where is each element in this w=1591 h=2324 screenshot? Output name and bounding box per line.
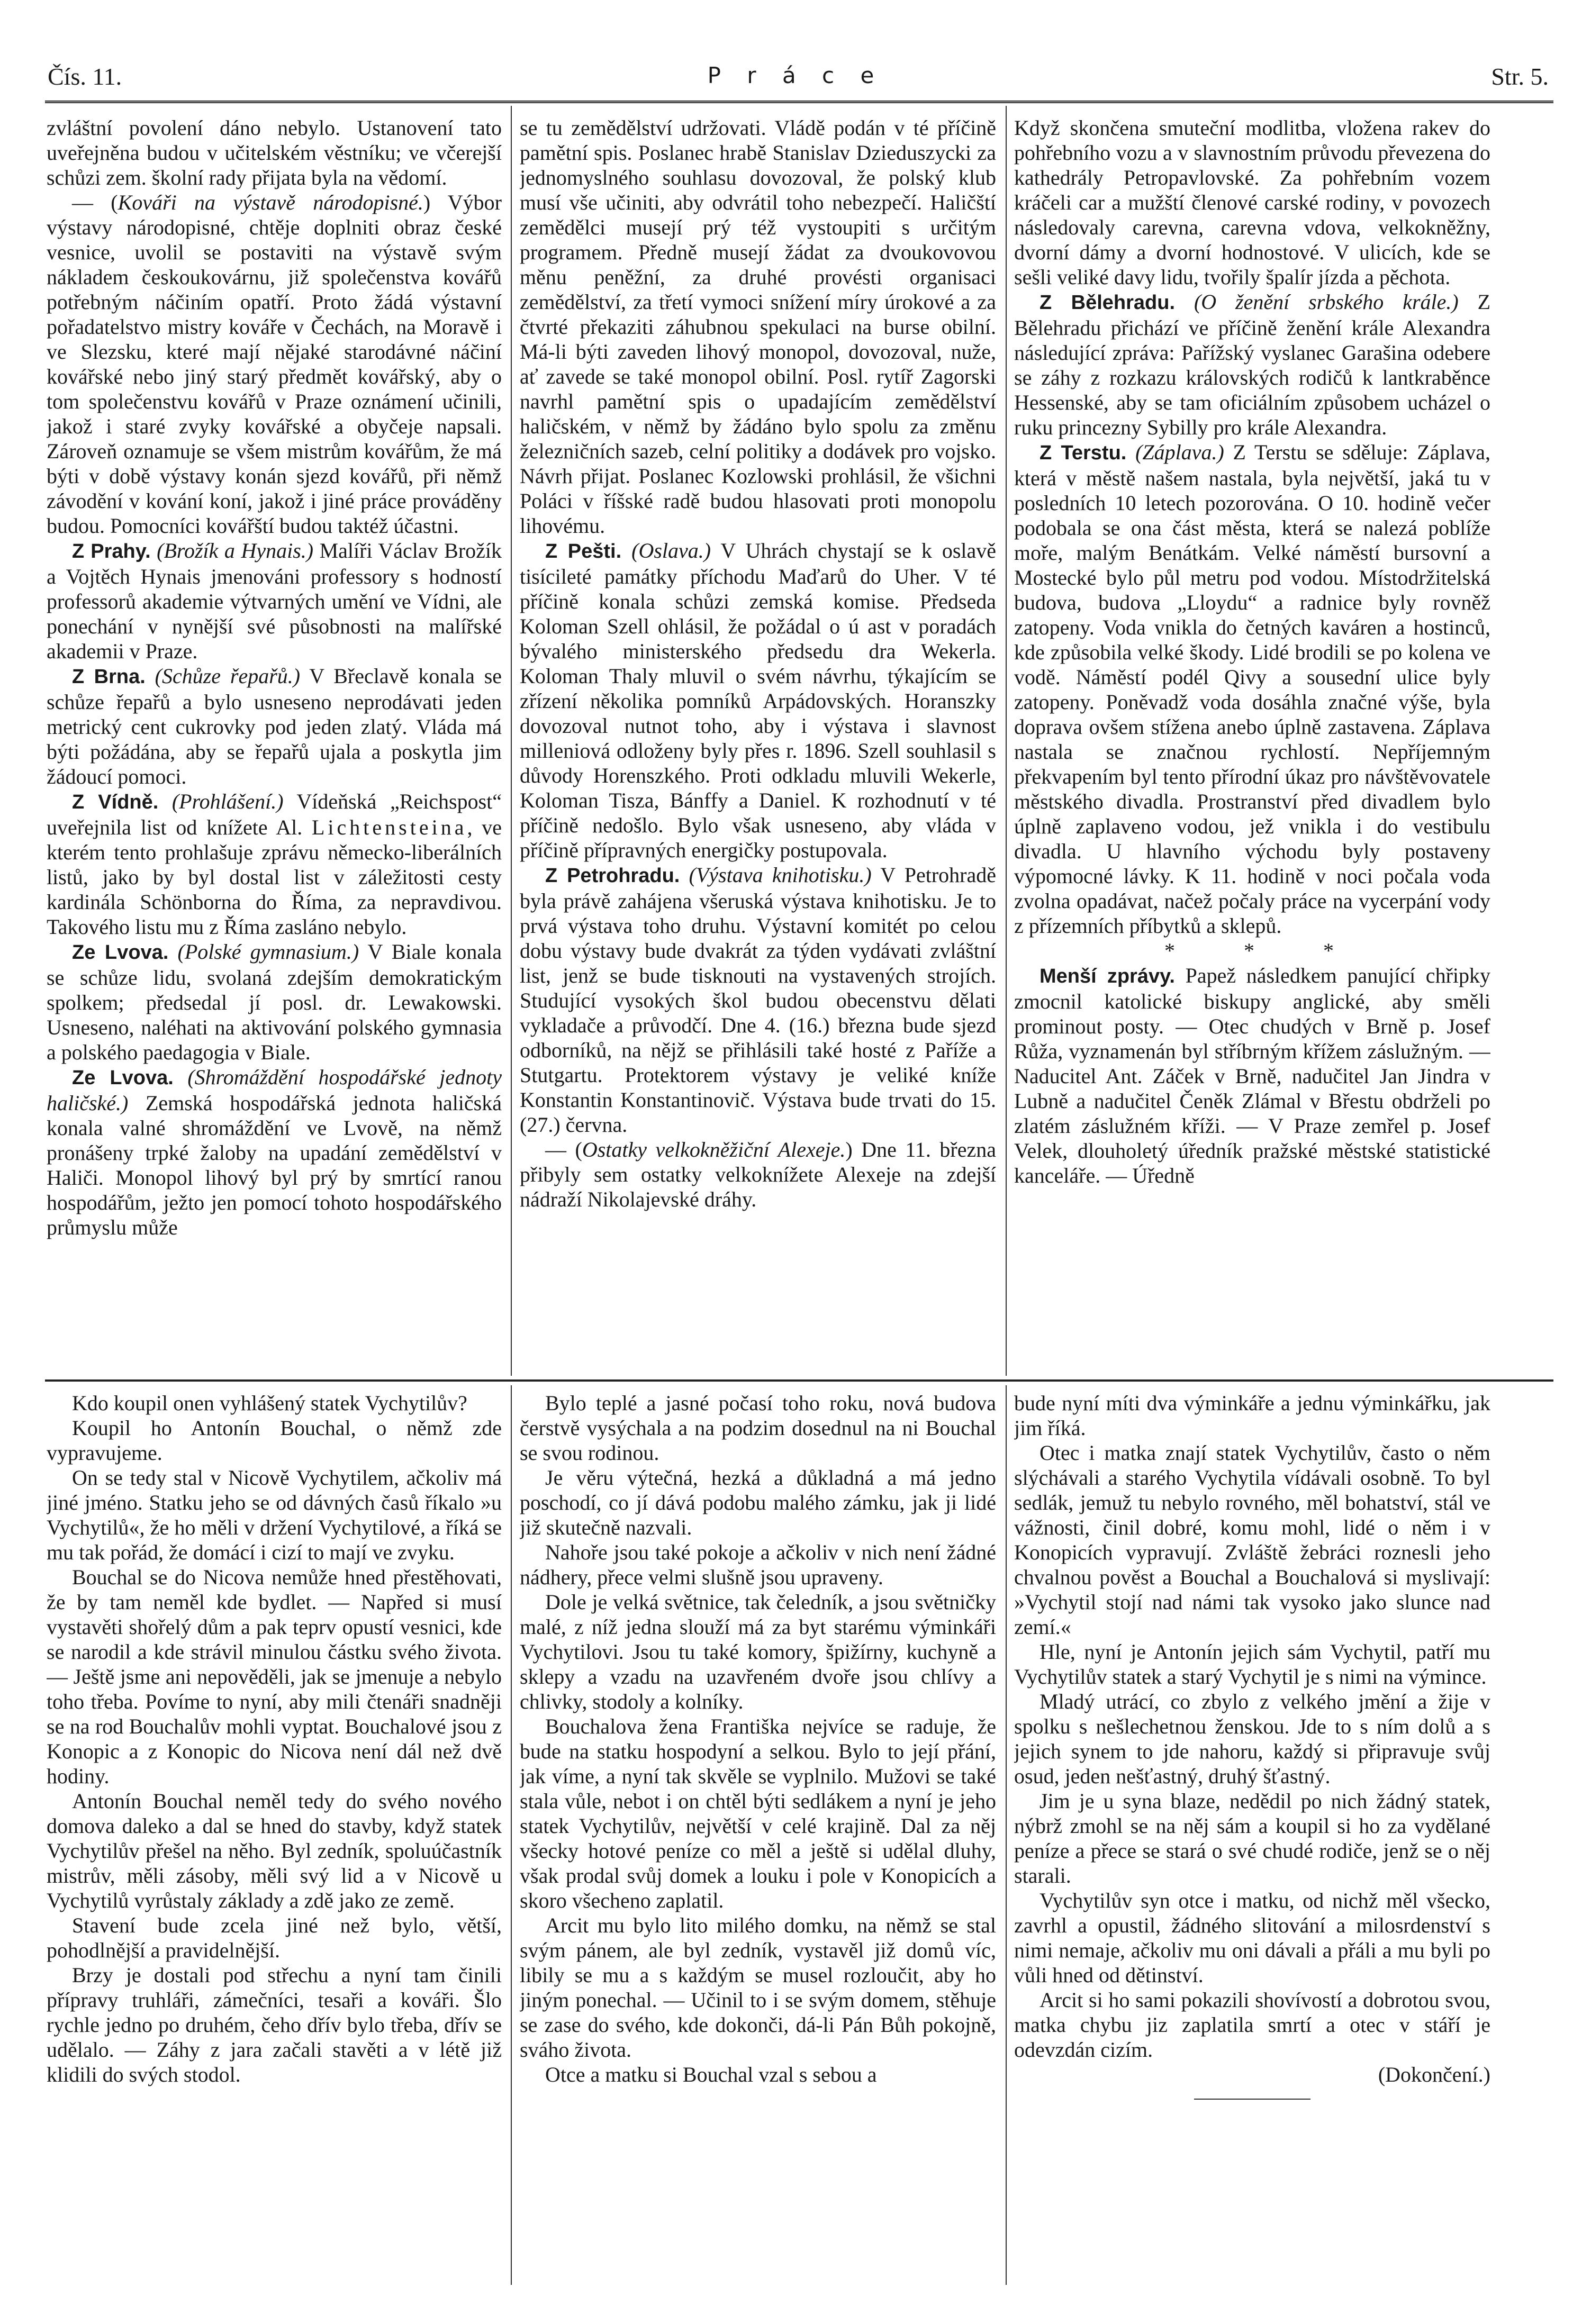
page-number: Str. 5. <box>1491 63 1549 90</box>
story-paragraph: Stavení bude zcela jiné než bylo, větší, pohodlnější a pravidelnější. <box>47 1913 502 1962</box>
story-paragraph: Hle, nyní je Antonín jejich sám Vychytil, patří mu Vychytilův statek a starý Vychytil je s nimi na výmince. <box>1014 1640 1490 1688</box>
newspaper-title: P r á c e <box>707 62 884 88</box>
section-stars: * * * <box>1164 939 1366 963</box>
story-paragraph: Koupil ho Antonín Bouchal, o němž zde vypravujeme. <box>47 1416 502 1465</box>
story-paragraph: Bouchal se do Nicova nemůže hned přestěhovati, že by tam neměl kde bydlet. — Napřed si musí vystavěti shořelý dům a pak teprv opustí vesnici, kde se narodil a kde strávil minulou částku svého života. — Ještě jsme ani nepověděli, jak se jmenuje a nebylo toho třeba. Povíme to nyní, aby mili čtenáři snadněji se na rod Bouchalův mohli vyptat. Bouchalové jsou z Konopic a z Konopic do Nicova není dál než dvě hodiny. <box>47 1565 502 1788</box>
story-paragraph: Nahoře jsou také pokoje a ačkoliv v nich není žádné nádhery, přece velmi slušně jsou upraveny. <box>520 1540 996 1589</box>
story-paragraph: Dole je velká světnice, tak čeledník, a jsou světničky malé, z níž jedna slouží má za byt starému výminkáři Vychytilovi. Jsou tu také komory, špižírny, kuchyně a sklepy a vzadu na uzavřeném dvoře jsou chlívy a chlivky, stodoly a kolníky. <box>520 1590 996 1713</box>
header-rule <box>45 101 1553 103</box>
news-item-lvova-gymnasium: Ze Lvova. (Polské gymnasium.) V Biale konala se schůze lidu, svolaná zdejším demokratickým spolkem; předsedal jí posl. dr. Lewakowski. Usneseno, naléhati na aktivování polského gymnasia a polského paedagogia v Biale. <box>47 940 502 1064</box>
feuilleton-rule <box>45 1379 1553 1382</box>
story-paragraph: Kdo koupil onen vyhlášený statek Vychytilův? <box>72 1391 467 1415</box>
news-item-ostatky: — (Ostatky velkokněžiční Alexeje.) Dne 11. března přibyly sem ostatky velkoknížete Alexeje na zdejší nádraží Nikolajevské dráhy. <box>520 1138 996 1211</box>
news-item-brna: Z Brna. (Schůze řepařů.) V Břeclavě konala se schůze řepařů a bylo usneseno neprodávati jeden metrický cent cukrovky pod jeden zlatý. Vláda má býti požádána, aby se řepařů ujala a poskytla jim žádoucí pomoci. <box>47 664 502 788</box>
story-paragraph: Bouchalova žena Františka nejvíce se raduje, že bude na statku hospodyní a selkou. Bylo to její přání, jak víme, a nyní tak skvěle se vyplnilo. Mužovi se také stala vůle, nebot i on chtěl býti sedlákem a nyní je jeho statek Vychytilův, největší v celé krajině. Dal za něj všecky hotové peníze co měl a ještě si udělal dluhy, však prodal svůj domek a louku i pole v Konopicích a skoro všecheno zaplatil. <box>520 1714 996 1912</box>
column-divider <box>511 106 512 1376</box>
news-item-vidne: Z Vídně. (Prohlášení.) Vídeňská „Reichspost“ uveřejnila list od knížete Al. Lichtensteina, ve kterém tento prohlašuje zprávu německo-liberálních listů, jako by byl dostal list v záležitosti cesty kardinála Schönborna do Říma, za nepravdivou. Takového listu mu z Říma zasláno nebylo. <box>47 789 502 939</box>
news-item-pesti: Z Pešti. (Oslava.) V Uhrách chystají se k oslavě tisícileté památky příchodu Maďarů do Uher. V té příčině konala schůzi zemská komise. Předseda Koloman Szell ohlásil, že požádal o ú ast v poradách bývalého ministerského předsedu dra Wekerla. Koloman Thaly mluvil o svém návrhu, týkajícím se zřízení několika pomníků Arpádovských. Horanszky dovozoval nutnot toho, aby i výstava i slavnost milleniová odloženy byly přes r. 1896. Szell souhlasil s důvody Horenszkého. Proti odkladu mluvili Wekerle, Koloman Tisza, Bánffy a Daniel. K rozhodnutí v té příčině nedošlo. Bylo však usneseno, aby vláda v příčině přípravných energičky postupovala. <box>520 539 996 862</box>
story-continuation-note: (Dokončení.) <box>1378 2063 1490 2086</box>
story-paragraph: Je věru výtečná, hezká a důkladná a má jedno poschodí, co jí dává podobu malého zámku, jak ji lidé již skutečně nazvali. <box>520 1466 996 1539</box>
story-paragraph: Bylo teplé a jasné počasí toho roku, nová budova čerstvě vysýchala a na podzim dosednul na ni Bouchal se svou rodinou. <box>520 1391 996 1465</box>
news-item-kovari: — (Kováři na výstavě národopisné.) Výbor výstavy národopisné, chtěje doplniti obraz české vesnice, uvolil se postaviti na výstavě svým nákladem českoukovárnu, již společenstva kovářů potřebným náčiním opatří. Proto žádá výstavní pořadatelstvo mistry kováře v Čechách, na Moravě i ve Slezsku, které mají nějaké starodávné náčiní kovářské nebo jiný starý předmět kovářský, aby o tom společenstvu kovářů v Praze oznámení učinili, jakož i staré zvyky kovářské a obyčeje napsali. Zároveň oznamuje se všem mistrům kovářům, že má býti v době výstavy konán sjezd kovářů, při němž závodění v kování koní, jakož i jiné práce prováděny budou. Pomocníci kovářští budou taktéž účastni. <box>47 190 502 538</box>
story-column-1 <box>47 1391 502 2290</box>
news-item-petrohradu: Z Petrohradu. (Výstava knihotisku.) V Petrohradě byla právě zahájena všeruská výstava knihotisku. Je to prvá výstava toho druhu. Výstavní komitét po celou dobu výstavy bude dvakrát za týden vydávati zvláštní list, jenž se bude tisknouti na vystavených strojích. Studující vysokých škol budou obecenstvu dělati vykladače a průvodčí. Dne 4. (16.) března bude sjezd odborníků, na nějž se přihlásili také hosté z Paříže a Stutgartu. Protektorem výstavy je veliké kníže Konstantin Konstantinovič. Výstava bude trvati do 15. (27.) června. <box>520 863 996 1137</box>
issue-number: Čís. 11. <box>48 63 122 90</box>
story-paragraph: Vychytilův syn otce i matku, od nichž měl všecko, zavrhl a opustil, žádného slitování a milosrdenství s nimi nemaje, ačkoliv mu oni dávali a přáli a mu byli po vůli hned od dětinství. <box>1014 1889 1490 1987</box>
news-continuation: se tu zemědělství udržovati. Vládě podán v té příčině pamětní spis. Poslanec hrabě Stanislav Dzieduszycki za jednomyslného souhlasu dovozoval, že polský klub musí vše učiniti, aby odvrátil toho nebezpečí. Haličští zemědělci musejí prý též vystoupiti s určitým programem. Předně musejí žádat za dvoukovovou měnu peněžní, za druhé provésti organisaci zemědělství, za třetí vymoci snížení míry úrokové a za čtvrté překaziti záhubnou spekulaci na burse obilní. Má-li býti zaveden lihový monopol, dovozoval, nuže, ať zavede se také monopol obilní. Posl. rytíř Zagorski navrhl pamětní spis o upadajícím zemědělství haličském, v němž by žádáno bylo spolu za změnu železničních sazeb, celní politiky a dodávek pro vojsko. Návrh přijat. Poslanec Kozlowski prohlásil, že všichni Poláci v říšské radě budou hlasovati proti monopolu lihovému. <box>520 116 996 538</box>
news-column-2 <box>520 115 996 1375</box>
story-paragraph: Antonín Bouchal neměl tedy do svého nového domova daleko a dal se hned do stavby, když statek Vychytilův přešel na něho. Byl zedník, spoluúčastník mistrův, měli zásoby, měli svý lid a v Nicově u Vychytilů vyrůstaly základy a zdě jako ze země. <box>47 1789 502 1912</box>
news-item-prahy: Z Prahy. (Brožík a Hynais.) Malíři Václav Brožík a Vojtěch Hynais jmenováni professory s hodností professorů akademie výtvarných umění ve Vídni, ale ponechání v nynější své působnosti na malířské akademii v Praze. <box>47 539 502 663</box>
story-paragraph: Otec i matka znají statek Vychytilův, často o něm slýchávali a starého Vychytila vídávali osobně. To byl sedlák, jemuž tu nebylo rovného, měl bohatství, stál ve vážnosti, činil dobré, komu mohl, lidé o něm i v Konopicích vypravují. Zvláště žebráci roznesli jeho chvalnou pověst a Bouchal a Bouchalová si myslivají: »Vychytil stojí nad námi tak vysoko jako slunce nad zemí.« <box>1014 1441 1490 1639</box>
news-item-belehradu: Z Bělehradu. (O ženění srbského krále.) Z Bělehradu přichází ve příčině ženění krále Alexandra následující zpráva: Pařížský vyslanec Garašina odebere se záhy z rozkazu královských rodičů k lantkraběnce Hessenské, aby se tam oficiálním způsobem ucházel o ruku princezny Sybilly pro krále Alexandra. <box>1014 290 1490 439</box>
story-end-rule <box>1194 2099 1310 2100</box>
news-intro: zvláštní povolení dáno nebylo. Ustanovení tato uveřejněna budou v učitelském věstníku; ve včerejší schůzi zem. školní rady přijata byla na vědomí. <box>47 116 502 189</box>
news-item-mensi-zpravy: Menší zprávy. Papež následkem panující chřipky zmocnil katolické biskupy anglické, aby směli prominout posty. — Otec chudých v Brně p. Josef Růža, vyznamenán byl stříbrným křížem záslužným. — Naducitel Ant. Záček v Brně, nadučitel Jan Jindra v Lubně a nadučitel Čeněk Zlámal v Břestu obdrželi po zlatém záslužném kříži. — V Praze zemřel p. Josef Velek, dlouholetý úředník pražské městské statistické kanceláře. — Úředně <box>1014 964 1490 1187</box>
story-column-3 <box>1014 1391 1490 2290</box>
news-column-3 <box>1014 115 1490 1375</box>
column-divider <box>1006 106 1007 1376</box>
column-divider <box>511 1385 512 2285</box>
story-column-2 <box>520 1391 996 2290</box>
story-paragraph: Arcit si ho sami pokazili shovívostí a dobrotou svou, matka chybu jiz zaplatila smrtí a otec v stáří je odevzdán cizím. <box>1014 1988 1490 2062</box>
story-paragraph: Jim je u syna blaze, nedědil po nich žádný statek, nýbrž zmohl se na něj sám a koupil si ho za vydělané peníze a přece se stará o své chudé rodiče, jenž se o něj starali. <box>1014 1789 1490 1887</box>
column-divider <box>1006 1385 1007 2285</box>
story-paragraph: On se tedy stal v Nicově Vychytilem, ačkoliv má jiné jméno. Statku jeho se od dávných časů říkalo »u Vychytilů«, že ho měli v držení Vychytilové, a říká se mu tak pořád, že domácí i cizí to mají ve zvyku. <box>47 1466 502 1564</box>
story-paragraph: Otce a matku si Bouchal vzal s sebou a <box>545 2063 877 2086</box>
story-paragraph: bude nyní míti dva výminkáře a jednu výminkářku, jak jim říká. <box>1014 1391 1490 1440</box>
story-paragraph: Arcit mu bylo lito milého domku, na němž se stal svým pánem, ale byl zedník, vystavěl již domů víc, libily se mu a s každým se musel rozloučit, aby ho jiným ponechal. — Učinil to i se svým domem, stěhuje se zase do svého, kde dokonči, dá-li Pán Bůh pokojně, sváho života. <box>520 1913 996 2062</box>
news-column-1 <box>47 115 502 1375</box>
story-paragraph: Brzy je dostali pod střechu a nyní tam činili přípravy truhláři, zámečníci, tesaři a kováři. Šlo rychle jedno po druhém, čeho dřív bylo třeba, dřív se udělalo. — Záhy z jara začali stavěti a v létě již klidili do svých stodol. <box>47 1963 502 2086</box>
news-item-lvova-jednota: Ze Lvova. (Shromáždění hospodářské jednoty haličské.) Zemská hospodářská jednota haličská konala valné shromáždění ve Lvově, na němž pronášeny trpké žaloby na upadání zemědělství v Haliči. Monopol lihový byl prý by smrtící ranou hospodářům, ježto jen pomocí tohoto hospodářského průmyslu může <box>47 1065 502 1239</box>
story-paragraph: Mladý utrácí, co zbylo z velkého jmění a žije v spolku s nešlechetnou ženskou. Jde to s ním dolů a s jejich synem to jde nahoru, každý si připravuje svůj osud, jeden nešťastný, druhý šťastný. <box>1014 1690 1490 1788</box>
news-item-terstu: Z Terstu. (Záplava.) Z Terstu se sděluje: Záplava, která v městě našem nastala, byla největší, jaká tu v posledních 10 letech pozorována. O 10. hodině večer podobala se ona část města, která se nalezá poblíže moře, malým Benátkám. Velké náměstí bursovní a Mostecké bylo půl metru pod vodou. Místodržitelská budova, budova „Lloydu“ a radnice byly rovněž zatopeny. Voda vnikla do četných kaváren a hostinců, kde způsobila velké škody. Lidé brodili se po kolena ve vodě. Náměstí podél Qivy a sousední ulice byly zatopeny. Poněvadž voda dosáhla značné výše, byla doprava ovšem stížena anebo úplně zastavena. Záplava nastala se značnou rychlostí. Nepříjemným překvapením byl tento přírodní úkaz pro návštěvovatele městského divadla. Prostranství před divadlem bylo úplně zaplaveno vodou, jež vnikla i do vestibulu divadla. U hlavního východu byly postaveny výpomocné lávky. K 11. hodině v noci počala voda zvolna opadávat, načež počaly práce na vycerpání vody z přízemních příbytků a sklepů. <box>1014 440 1490 938</box>
news-continuation: Když skončena smuteční modlitba, vložena rakev do pohřebního vozu a v slavnostním průvodu převezena do kathedrály Petropavlovské. Za pohřebním vozem kráčeli car a mužští členové carské rodiny, v povozech následovaly carevna, carevna vdova, velkokněžny, dvorní dámy a dvorní hodnostové. V ulicích, kde se sešli veliké davy lidu, tvořily špalír jízda a pěchota. <box>1014 116 1490 289</box>
